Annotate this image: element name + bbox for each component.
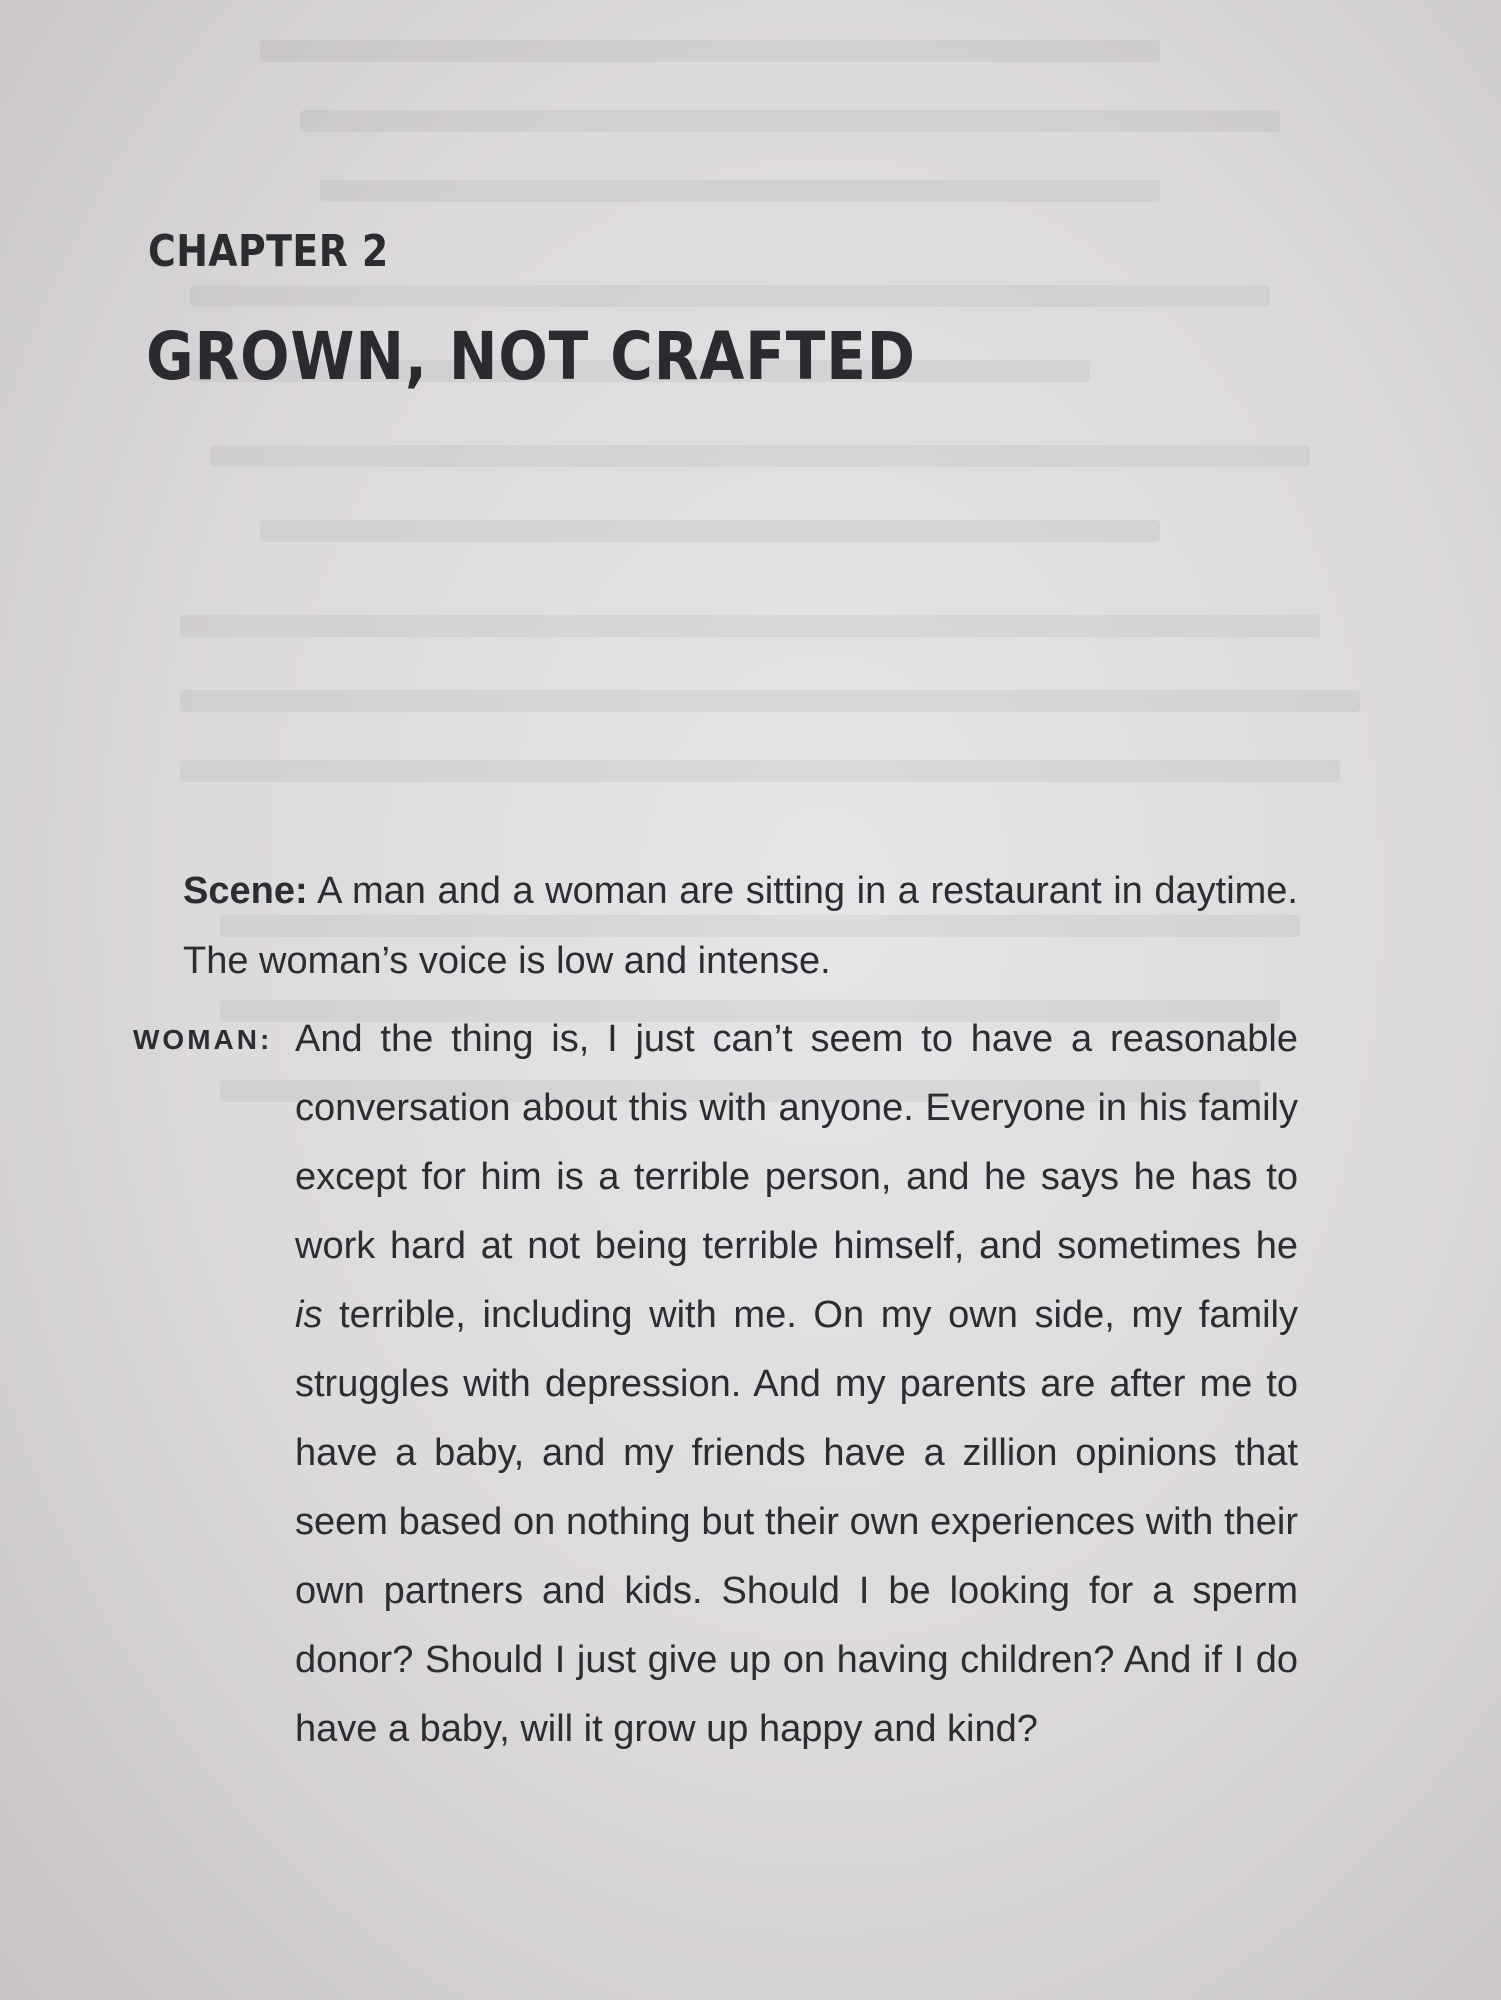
dialogue-text-part-2: terrible, including with me. On my own side, my family struggles with depression. And my parents are after me to have a baby, and my friends have a zillion opinions that seem based on nothing but their own experiences with their own partners and kids. Should I be looking for a sperm donor? Should I just give up on having children? And if I do have a baby, will it grow up happy and kind? [295, 1294, 1298, 1750]
dialogue-text-part-1: And the thing is, I just can’t seem to have a reasonable conversation about this with anyone. Everyone in his family except for him is a terrible person, and he says he has to work hard at not being terrible himself, and sometimes he [295, 1018, 1298, 1267]
scene-text: A man and a woman are sitting in a restaurant in daytime. The woman’s voice is low and intense. [183, 870, 1298, 982]
chapter-number: CHAPTER 2 [148, 226, 389, 277]
scene-description [183, 856, 1298, 996]
dialogue-text [295, 1005, 1298, 1764]
speaker-label: WOMAN: [133, 1024, 273, 1055]
dialogue-emphasis: is [295, 1294, 323, 1336]
chapter-title: GROWN, NOT CRAFTED [146, 318, 916, 395]
scene-label: Scene: [183, 870, 308, 912]
